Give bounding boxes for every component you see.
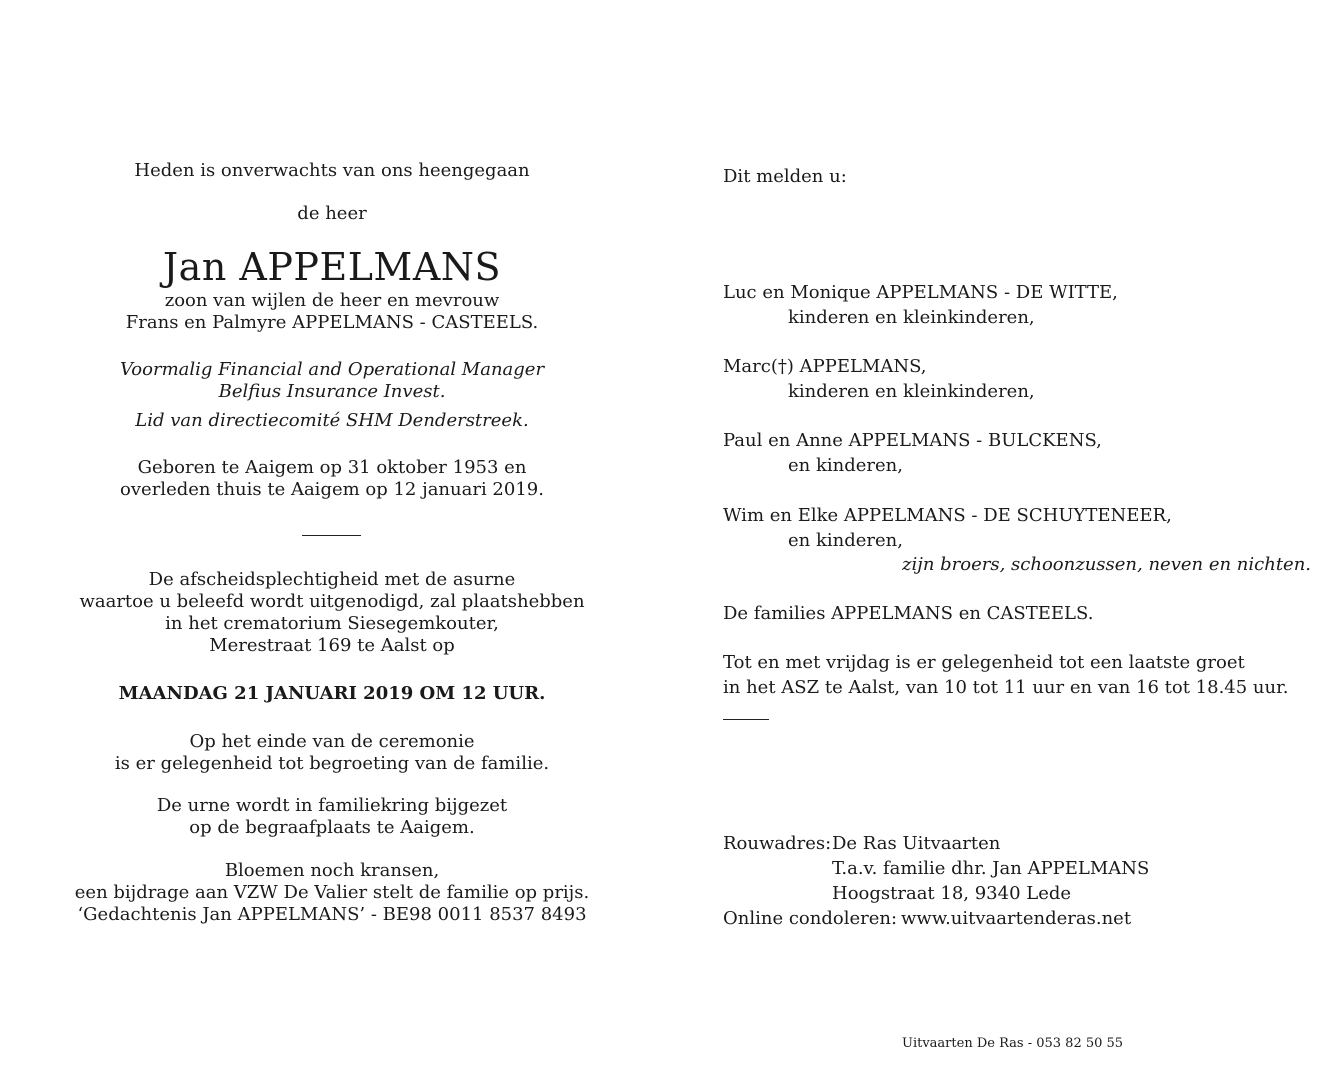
mourning-address-line-2: T.a.v. familie dhr. Jan APPELMANS: [832, 858, 1150, 879]
visitation-line-2: in het ASZ te Aalst, van 10 tot 11 uur en van 16 tot 18.45 uur.: [723, 677, 1289, 698]
ceremony-line-2: waartoe u beleefd wordt uitgenodigd, zal plaatshebben: [79, 591, 585, 612]
mourning-address-label: Rouwadres:: [723, 833, 832, 854]
parents-line-1: zoon van wijlen de heer en mevrouw: [164, 290, 500, 311]
visitation-line-1: Tot en met vrijdag is er gelegenheid tot een laatste groet: [723, 652, 1245, 673]
announcement-intro: Dit melden u:: [723, 166, 847, 187]
left-divider: [302, 535, 361, 536]
family-4-names: Wim en Elke APPELMANS - DE SCHUYTENEER,: [723, 505, 1172, 526]
flowers-line-1: Bloemen noch kransen,: [224, 860, 440, 881]
parents-line-2: Frans en Palmyre APPELMANS - CASTEELS.: [125, 312, 539, 333]
online-condolence-label: Online condoleren:: [723, 908, 898, 929]
ceremony-date-time: MAANDAG 21 JANUARI 2019 OM 12 UUR.: [118, 683, 546, 704]
ceremony-line-4: Merestraat 169 te Aalst op: [209, 635, 455, 656]
birth-line: Geboren te Aaigem op 31 oktober 1953 en: [137, 457, 527, 478]
family-4-children: en kinderen,: [788, 530, 903, 551]
ceremony-line-3: in het crematorium Siesegemkouter,: [165, 613, 499, 634]
family-2-children: kinderen en kleinkinderen,: [788, 381, 1035, 402]
siblings-note: zijn broers, schoonzussen, neven en nichten.: [902, 554, 1312, 575]
role-line-1: Voormalig Financial and Operational Manager: [119, 359, 545, 380]
family-3-children: en kinderen,: [788, 455, 903, 476]
mourning-address-line-1: De Ras Uitvaarten: [832, 833, 1001, 854]
flowers-line-2: een bijdrage aan VZW De Valier stelt de familie op prijs.: [74, 882, 590, 903]
role-line-3: Lid van directiecomité SHM Denderstreek.: [135, 410, 529, 431]
family-1-children: kinderen en kleinkinderen,: [788, 307, 1035, 328]
title-prefix: de heer: [297, 203, 367, 224]
intro-text: Heden is onverwachts van ons heengegaan: [134, 160, 530, 181]
memorial-account-line: ‘Gedachtenis Jan APPELMANS’ - BE98 0011 8537 8493: [77, 904, 587, 925]
deceased-name: Jan APPELMANS: [162, 245, 502, 289]
after-ceremony-line-1: Op het einde van de ceremonie: [189, 731, 475, 752]
urn-line-2: op de begraafplaats te Aaigem.: [189, 817, 475, 838]
death-line: overleden thuis te Aaigem op 12 januari 2019.: [120, 479, 544, 500]
urn-line-1: De urne wordt in familiekring bijgezet: [156, 795, 508, 816]
online-condolence-link[interactable]: www.uitvaartenderas.net: [901, 908, 1132, 929]
mourning-address-line-3: Hoogstraat 18, 9340 Lede: [832, 883, 1072, 904]
right-divider: [723, 719, 769, 720]
family-1-names: Luc en Monique APPELMANS - DE WITTE,: [723, 282, 1118, 303]
family-2-names: Marc(†) APPELMANS,: [723, 356, 927, 377]
ceremony-line-1: De afscheidsplechtigheid met de asurne: [148, 569, 516, 590]
role-line-2: Belfius Insurance Invest.: [218, 381, 446, 402]
families-line: De families APPELMANS en CASTEELS.: [723, 603, 1094, 624]
family-3-names: Paul en Anne APPELMANS - BULCKENS,: [723, 430, 1102, 451]
after-ceremony-line-2: is er gelegenheid tot begroeting van de familie.: [114, 753, 550, 774]
printer-credit: Uitvaarten De Ras - 053 82 50 55: [902, 1036, 1124, 1051]
